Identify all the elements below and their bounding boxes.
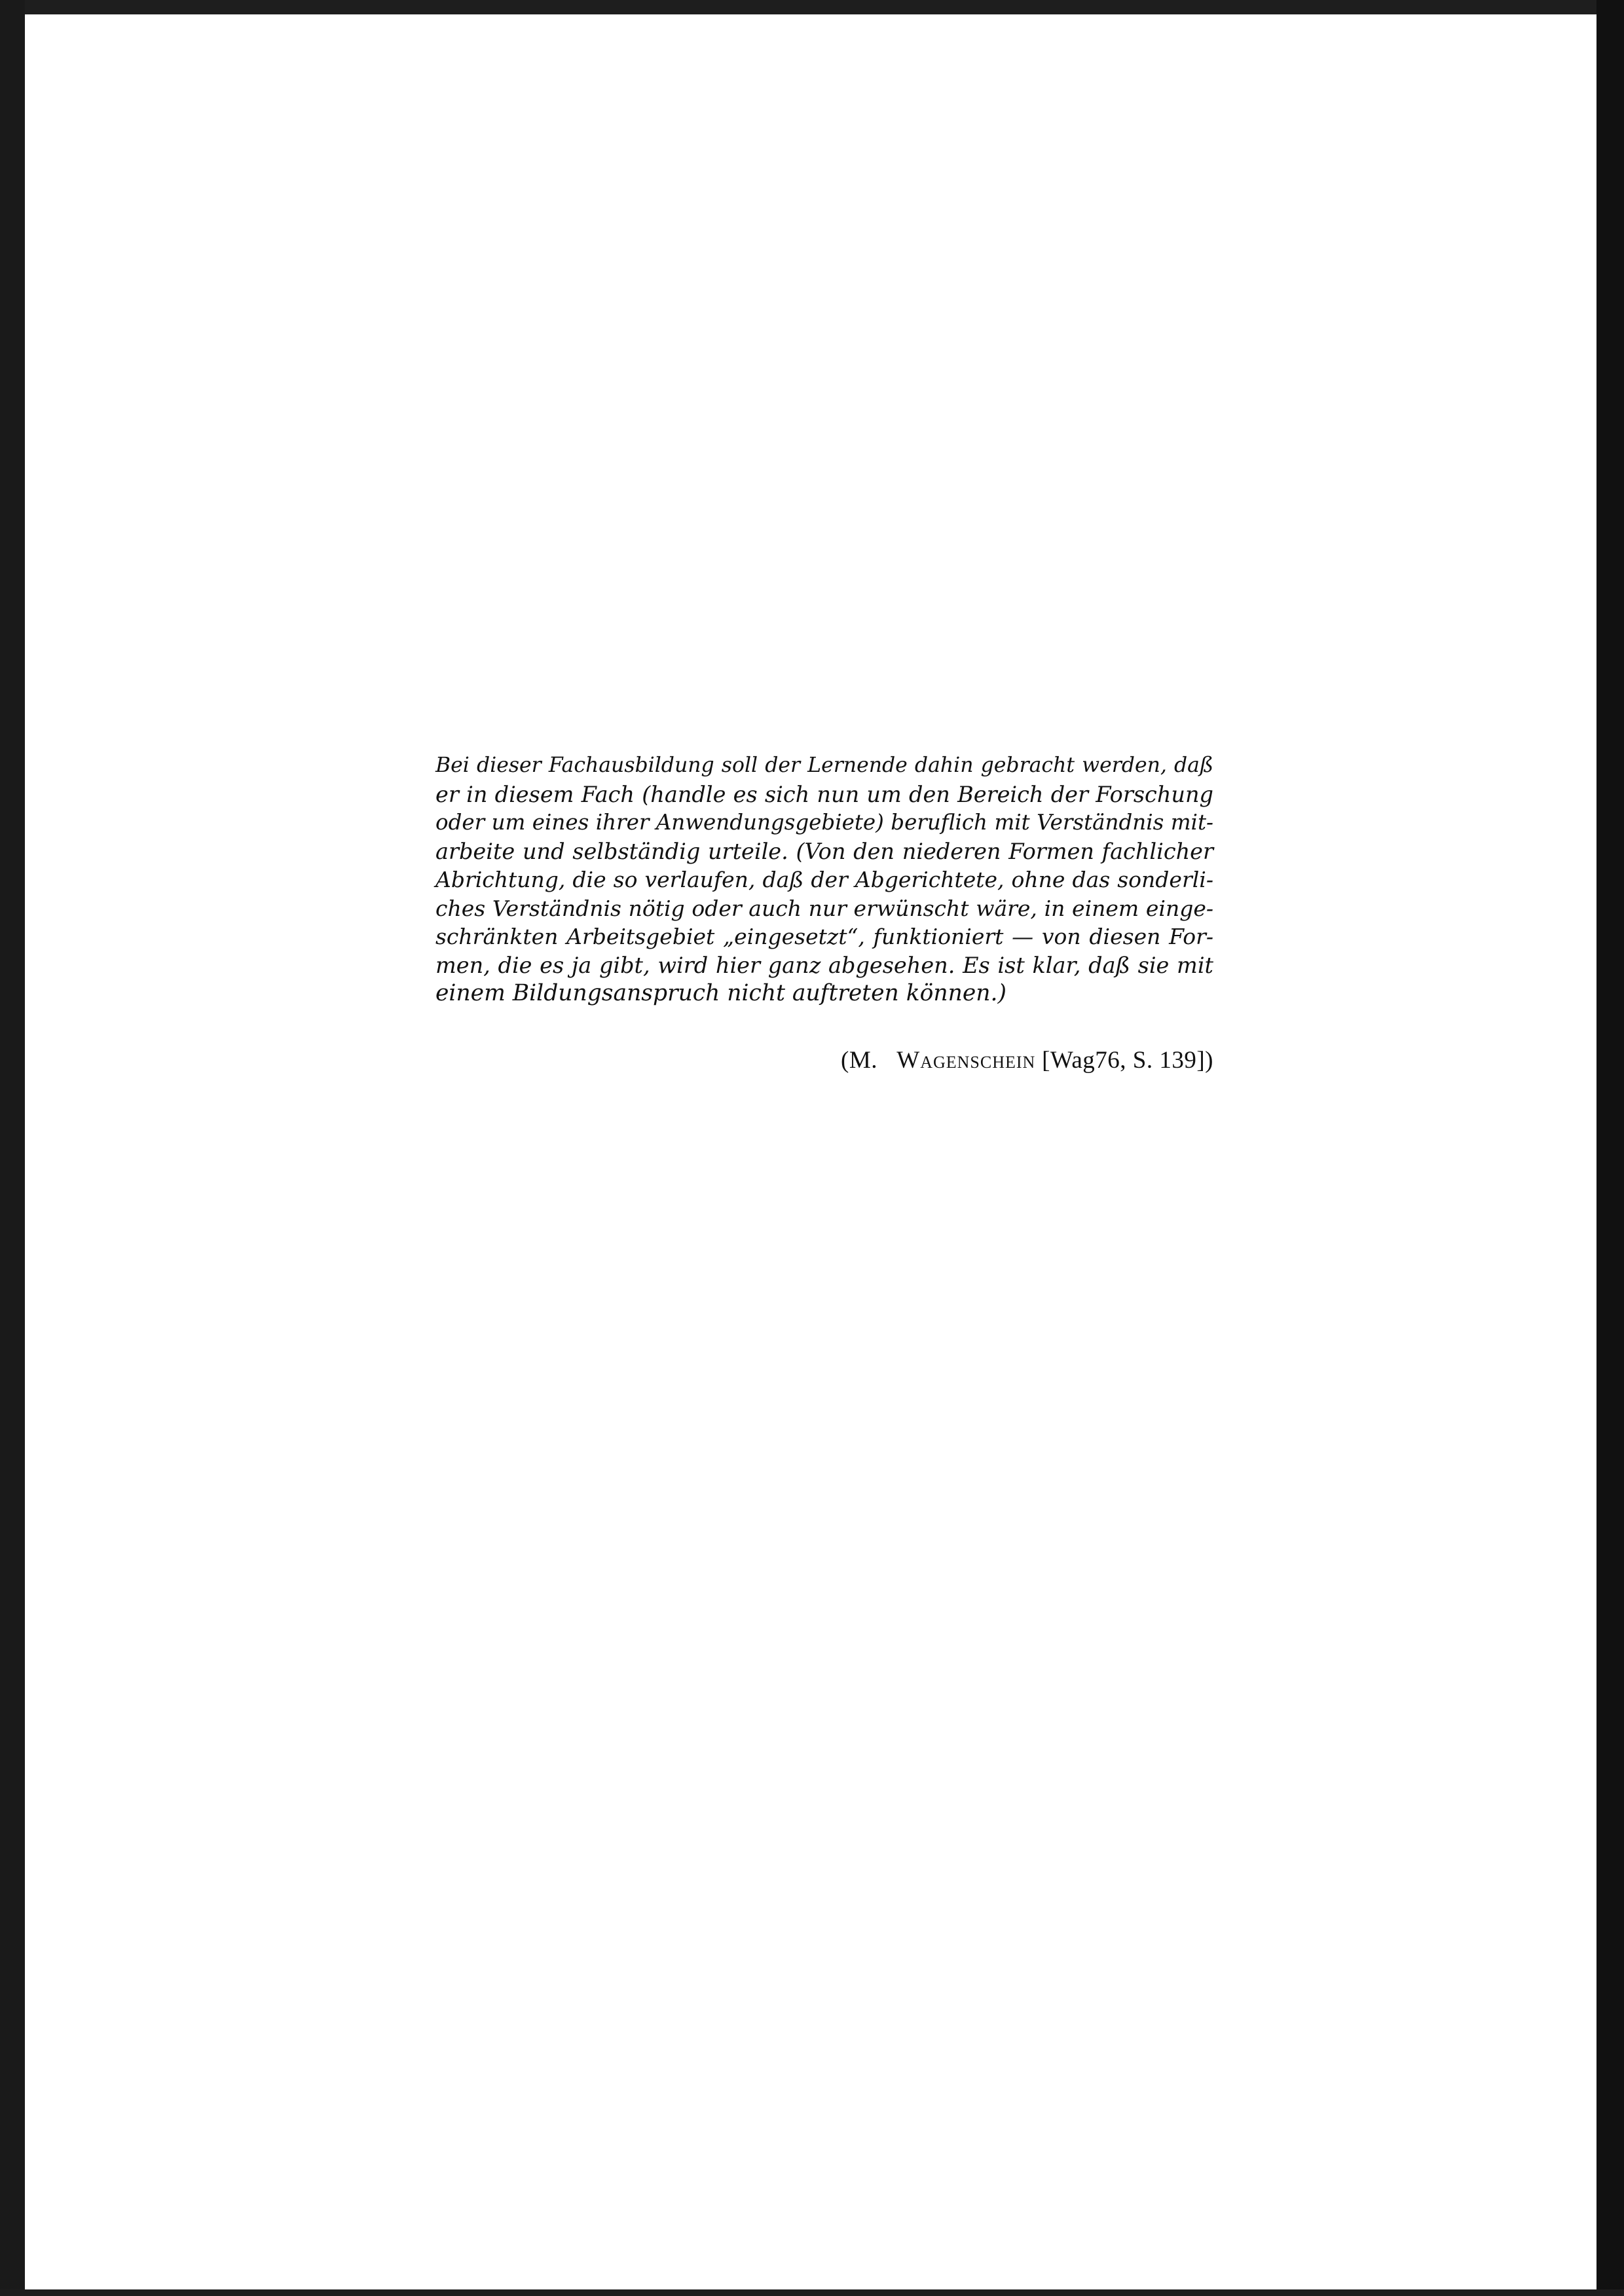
- quote-line: einem Bildungsanspruch nicht auftreten können.): [435, 980, 1006, 1006]
- scan-border-top: [0, 0, 1624, 14]
- attribution-open: (M.: [841, 1047, 878, 1074]
- scan-border-left: [0, 0, 25, 2296]
- attribution-reference: [Wag76, S. 139]): [1042, 1047, 1213, 1074]
- quote-attribution: [841, 1046, 1213, 1074]
- scan-border-bottom: [0, 2289, 1624, 2296]
- quote-line: ches Verständnis nötig oder auch nur erwünscht wäre, in einem einge-: [435, 895, 1213, 921]
- attribution-author: Wagenschein: [896, 1047, 1036, 1074]
- quote-line: Bei dieser Fachausbildung soll der Lernende dahin gebracht werden, daß: [435, 754, 1213, 777]
- quote-line: Abrichtung, die so verlaufen, daß der Abgerichtete, ohne das sonderli-: [435, 867, 1213, 892]
- epigraph-quote: [435, 752, 1213, 1008]
- scan-border-right: [1596, 0, 1624, 2296]
- quote-line: arbeite und selbständig urteile. (Von den niederen Formen fachlicher: [435, 838, 1213, 864]
- quote-line: oder um eines ihrer Anwendungsgebiete) beruflich mit Verständnis mit-: [435, 810, 1213, 835]
- quote-line: schränkten Arbeitsgebiet „eingesetzt“, funktioniert — von diesen For-: [435, 924, 1213, 949]
- page-sheet: [25, 14, 1596, 2289]
- quote-line: er in diesem Fach (handle es sich nun um den Bereich der Forschung: [435, 781, 1213, 807]
- quote-line: men, die es ja gibt, wird hier ganz abgesehen. Es ist klar, daß sie mit: [435, 952, 1213, 978]
